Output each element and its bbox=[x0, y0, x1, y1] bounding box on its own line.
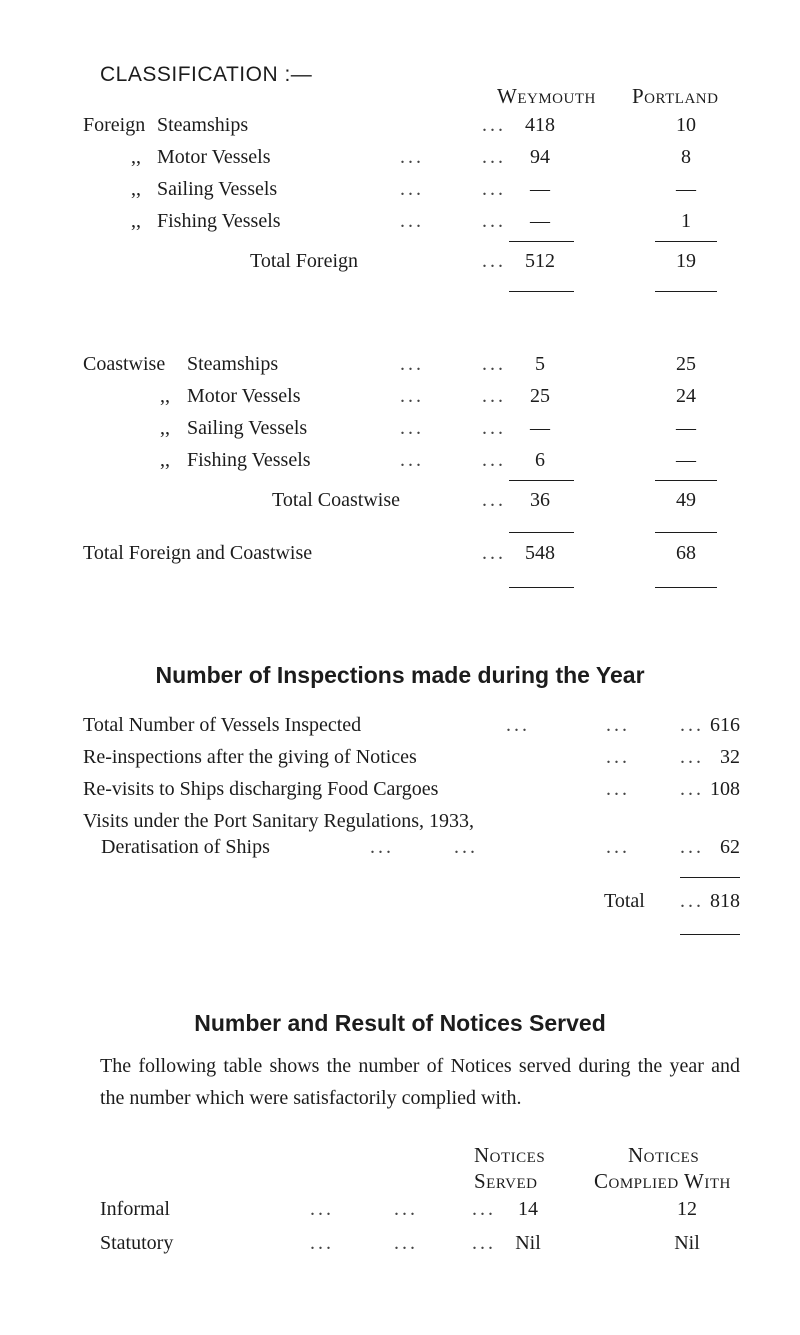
portland-value: 24 bbox=[676, 385, 696, 407]
leader-dots: ... bbox=[482, 250, 506, 272]
row-label: Steamships bbox=[187, 353, 279, 375]
notice-type-label: Statutory bbox=[100, 1232, 174, 1254]
total-both-label: Total Foreign and Coastwise bbox=[83, 542, 313, 564]
leader-dots: ... bbox=[310, 1232, 334, 1254]
leader-dots: ... bbox=[482, 114, 506, 136]
leader-dots: ... bbox=[400, 210, 424, 232]
weymouth-value: 94 bbox=[530, 146, 550, 168]
sum-rule bbox=[509, 532, 574, 533]
leader-dots: ... bbox=[394, 1198, 418, 1220]
leader-dots: ... bbox=[400, 417, 424, 439]
total-both-weymouth: 548 bbox=[525, 542, 555, 564]
leader-dots: ... bbox=[454, 836, 478, 858]
notices-served-value: 14 bbox=[518, 1198, 538, 1220]
leader-dots: ... bbox=[482, 542, 506, 564]
total-foreign-portland: 19 bbox=[676, 250, 696, 272]
row-label: Motor Vessels bbox=[157, 146, 271, 168]
row-prefix: ,, bbox=[131, 210, 141, 232]
leader-dots: ... bbox=[370, 836, 394, 858]
col-header-served-2: Served bbox=[474, 1169, 538, 1193]
leader-dots: ... bbox=[680, 890, 704, 912]
row-prefix: ,, bbox=[160, 385, 170, 407]
leader-dots: ... bbox=[680, 778, 704, 800]
inspection-label-continued: Deratisation of Ships bbox=[101, 836, 270, 858]
leader-dots: ... bbox=[680, 746, 704, 768]
leader-dots: ... bbox=[680, 836, 704, 858]
leader-dots: ... bbox=[680, 714, 704, 736]
sum-rule bbox=[655, 587, 717, 588]
total-foreign-weymouth: 512 bbox=[525, 250, 555, 272]
leader-dots: ... bbox=[606, 836, 630, 858]
leader-dots: ... bbox=[310, 1198, 334, 1220]
sum-rule bbox=[680, 934, 740, 935]
weymouth-value: — bbox=[530, 178, 550, 200]
row-label: Sailing Vessels bbox=[187, 417, 308, 439]
portland-value: 10 bbox=[676, 114, 696, 136]
col-header-complied-1: Notices bbox=[628, 1143, 700, 1167]
leader-dots: ... bbox=[482, 178, 506, 200]
sum-rule bbox=[509, 241, 574, 242]
inspection-value: 62 bbox=[720, 836, 740, 858]
sum-rule bbox=[655, 532, 717, 533]
inspection-value: 616 bbox=[710, 714, 740, 736]
leader-dots: ... bbox=[482, 146, 506, 168]
total-both-portland: 68 bbox=[676, 542, 696, 564]
leader-dots: ... bbox=[472, 1198, 496, 1220]
row-label: Fishing Vessels bbox=[187, 449, 311, 471]
col-header-served-1: Notices bbox=[474, 1143, 546, 1167]
leader-dots: ... bbox=[482, 489, 506, 511]
inspection-label: Total Number of Vessels Inspected bbox=[83, 714, 362, 736]
portland-value: — bbox=[676, 178, 696, 200]
leader-dots: ... bbox=[482, 210, 506, 232]
row-label: Sailing Vessels bbox=[157, 178, 278, 200]
row-prefix: ,, bbox=[160, 449, 170, 471]
notice-type-label: Informal bbox=[100, 1198, 170, 1220]
leader-dots: ... bbox=[606, 778, 630, 800]
portland-value: 25 bbox=[676, 353, 696, 375]
inspections-total-value: 818 bbox=[710, 890, 740, 912]
sum-rule bbox=[655, 291, 717, 292]
leader-dots: ... bbox=[482, 449, 506, 471]
row-prefix: Foreign bbox=[83, 114, 146, 136]
inspection-label: Visits under the Port Sanitary Regulations, 1933, bbox=[83, 810, 474, 832]
col-header-portland: Portland bbox=[632, 84, 719, 108]
weymouth-value: — bbox=[530, 417, 550, 439]
leader-dots: ... bbox=[394, 1232, 418, 1254]
notices-heading: Number and Result of Notices Served bbox=[194, 1010, 606, 1036]
classification-heading: CLASSIFICATION :— bbox=[100, 63, 313, 86]
portland-value: 8 bbox=[681, 146, 691, 168]
inspections-total-label: Total bbox=[604, 890, 645, 912]
total-coastwise-label: Total Coastwise bbox=[272, 489, 401, 511]
portland-value: 1 bbox=[681, 210, 691, 232]
total-coastwise-weymouth: 36 bbox=[530, 489, 550, 511]
row-label: Fishing Vessels bbox=[157, 210, 281, 232]
leader-dots: ... bbox=[400, 385, 424, 407]
sum-rule bbox=[655, 480, 717, 481]
col-header-complied-2: Complied With bbox=[594, 1169, 731, 1193]
weymouth-value: 25 bbox=[530, 385, 550, 407]
leader-dots: ... bbox=[400, 146, 424, 168]
inspection-label: Re-visits to Ships discharging Food Cargoes bbox=[83, 778, 439, 800]
sum-rule bbox=[509, 480, 574, 481]
leader-dots: ... bbox=[606, 746, 630, 768]
inspection-label: Re-inspections after the giving of Notices bbox=[83, 746, 417, 768]
inspection-value: 32 bbox=[720, 746, 740, 768]
row-label: Steamships bbox=[157, 114, 249, 136]
sum-rule bbox=[509, 291, 574, 292]
notices-complied-value: 12 bbox=[677, 1198, 697, 1220]
leader-dots: ... bbox=[482, 417, 506, 439]
row-label: Motor Vessels bbox=[187, 385, 301, 407]
weymouth-value: — bbox=[530, 210, 550, 232]
leader-dots: ... bbox=[482, 353, 506, 375]
weymouth-value: 418 bbox=[525, 114, 555, 136]
col-header-weymouth: Weymouth bbox=[497, 84, 596, 108]
row-prefix: ,, bbox=[160, 417, 170, 439]
notices-served-value: Nil bbox=[515, 1232, 541, 1254]
leader-dots: ... bbox=[400, 353, 424, 375]
inspections-heading: Number of Inspections made during the Year bbox=[155, 662, 645, 688]
portland-value: — bbox=[676, 417, 696, 439]
weymouth-value: 5 bbox=[535, 353, 545, 375]
leader-dots: ... bbox=[506, 714, 530, 736]
total-coastwise-portland: 49 bbox=[676, 489, 696, 511]
total-foreign-label: Total Foreign bbox=[250, 250, 359, 272]
sum-rule bbox=[655, 241, 717, 242]
row-prefix: ,, bbox=[131, 178, 141, 200]
weymouth-value: 6 bbox=[535, 449, 545, 471]
leader-dots: ... bbox=[400, 449, 424, 471]
row-prefix: Coastwise bbox=[83, 353, 166, 375]
row-prefix: ,, bbox=[131, 146, 141, 168]
leader-dots: ... bbox=[482, 385, 506, 407]
sum-rule bbox=[680, 877, 740, 878]
sum-rule bbox=[509, 587, 574, 588]
portland-value: — bbox=[676, 449, 696, 471]
leader-dots: ... bbox=[400, 178, 424, 200]
notices-paragraph: The following table shows the number of Notices served during the year and the number which were satisfactorily complied with. bbox=[100, 1055, 740, 1109]
leader-dots: ... bbox=[606, 714, 630, 736]
notices-complied-value: Nil bbox=[674, 1232, 700, 1254]
leader-dots: ... bbox=[472, 1232, 496, 1254]
inspection-value: 108 bbox=[710, 778, 740, 800]
